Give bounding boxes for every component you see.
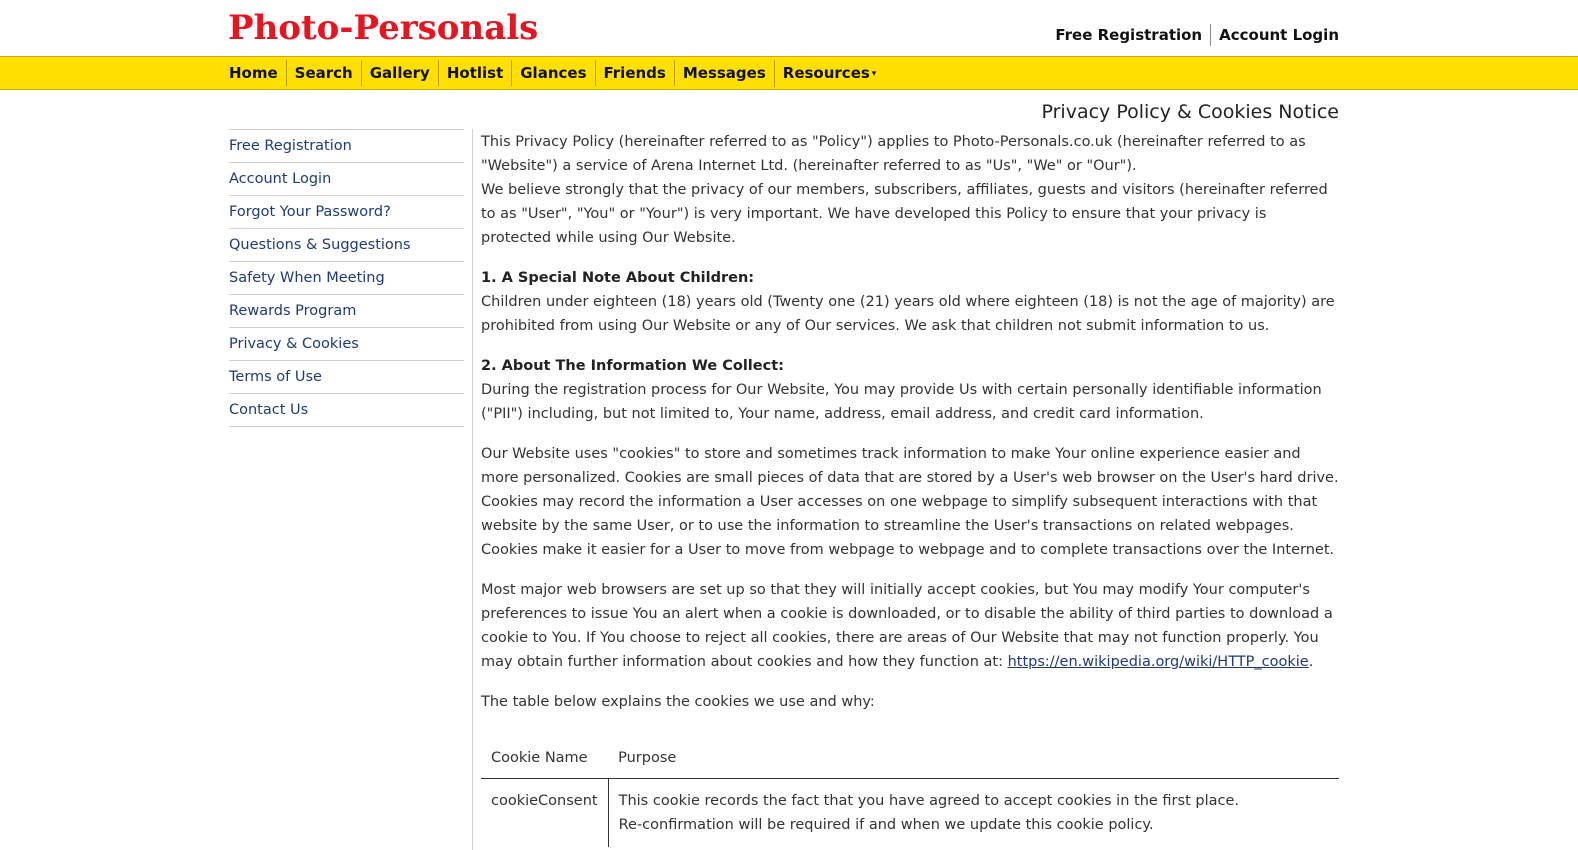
policy-content (481, 130, 1341, 847)
content-divider (472, 129, 473, 850)
nav-hotlist[interactable]: Hotlist (438, 60, 511, 86)
sidebar-item-rewards-program[interactable]: Rewards Program (229, 295, 464, 328)
table-row (481, 779, 1339, 848)
sidebar-menu (229, 129, 464, 427)
nav-resources-label: Resources (782, 63, 870, 82)
section-children-text: Children under eighteen (18) years old (Twenty one (21) years old where eighteen (18) is not the age of majority) are prohibited from using Our Website or any of Our services. We ask that children not submit information to us. (481, 294, 1335, 334)
top-header (0, 0, 1578, 56)
nav-resources-dropdown[interactable] (774, 60, 885, 87)
sidebar-item-safety-when-meeting[interactable]: Safety When Meeting (229, 262, 464, 295)
cookie-table (481, 740, 1339, 847)
wikipedia-cookie-link[interactable]: https://en.wikipedia.org/wiki/HTTP_cookie (1007, 654, 1309, 670)
cookie-purpose-line-1: This cookie records the fact that you have agreed to accept cookies in the first place. (618, 793, 1239, 809)
nav-friends[interactable]: Friends (595, 60, 674, 86)
sidebar-item-free-registration[interactable]: Free Registration (229, 130, 464, 163)
cookie-purpose-cell (608, 779, 1339, 848)
sidebar-item-questions-suggestions[interactable]: Questions & Suggestions (229, 229, 464, 262)
main-nav (0, 56, 1578, 90)
nav-search[interactable]: Search (286, 60, 361, 86)
site-logo[interactable]: Photo-Personals (228, 8, 539, 48)
sidebar-item-forgot-password[interactable]: Forgot Your Password? (229, 196, 464, 229)
intro-paragraph-1: This Privacy Policy (hereinafter referred to as "Policy") applies to Photo-Personals.co.uk (hereinafter referred to as "Website") a service of Arena Internet Ltd. (hereinafter referred to as "Us", "We" or "Our"). (481, 134, 1306, 174)
nav-gallery[interactable]: Gallery (361, 60, 438, 86)
intro-paragraph-2: We believe strongly that the privacy of our members, subscribers, affiliates, guests and visitors (hereinafter referred to as "User", "You" or "Your") is very important. We have developed this Policy to ensure that your privacy is protected while using Our Website. (481, 182, 1328, 246)
cookies-link-suffix: . (1308, 654, 1314, 670)
sidebar-item-account-login[interactable]: Account Login (229, 163, 464, 196)
column-header-purpose: Purpose (608, 740, 1339, 779)
cookie-name-cell: cookieConsent (481, 779, 608, 848)
free-registration-link[interactable]: Free Registration (1055, 26, 1203, 44)
section-information-heading: 2. About The Information We Collect: (481, 358, 784, 374)
sidebar-item-contact-us[interactable]: Contact Us (229, 394, 464, 427)
nav-glances[interactable]: Glances (511, 60, 594, 86)
section-information-text: During the registration process for Our Website, You may provide Us with certain personally identifiable information ("PII") including, but not limited to, Your name, address, email address, and credit card information. (481, 382, 1322, 422)
nav-home[interactable]: Home (229, 64, 278, 82)
sidebar-item-privacy-cookies[interactable]: Privacy & Cookies (229, 328, 464, 361)
cookie-purpose-line-2: Re-confirmation will be required if and when we update this cookie policy. (618, 817, 1154, 833)
account-login-link[interactable]: Account Login (1219, 26, 1339, 44)
sidebar-item-terms-of-use[interactable]: Terms of Use (229, 361, 464, 394)
page-title: Privacy Policy & Cookies Notice (1041, 101, 1339, 123)
column-header-cookie-name: Cookie Name (481, 740, 608, 779)
cookies-paragraph-1: Our Website uses "cookies" to store and sometimes track information to make Your online experience easier and more personalized. Cookies are small pieces of data that are stored by a User's web browser on the User's hard drive. Cookies may record the information a User accesses on one webpage to simplify subsequent interactions with that website by the same User, or to use the information to streamline the User's transactions on related webpages. Cookies make it easier for a User to move from webpage to webpage and to complete transactions over the Internet. (481, 446, 1339, 558)
cookie-table-header-row (481, 740, 1339, 779)
table-intro: The table below explains the cookies we use and why: (481, 694, 875, 710)
cookies-paragraph-2-text: Most major web browsers are set up so that they will initially accept cookies, but You may modify Your computer's preferences to issue You an alert when a cookie is downloaded, or to disable the ability of third parties to download a cookie to You. If You choose to reject all cookies, there are areas of Our Website that may not function properly. You may obtain further information about cookies and how they function at: (481, 582, 1333, 670)
top-links (1047, 24, 1339, 46)
cookies-paragraph-2 (481, 578, 1341, 674)
nav-messages[interactable]: Messages (674, 60, 774, 86)
section-children-heading: 1. A Special Note About Children: (481, 270, 755, 286)
caret-down-icon: ▾ (871, 68, 877, 79)
